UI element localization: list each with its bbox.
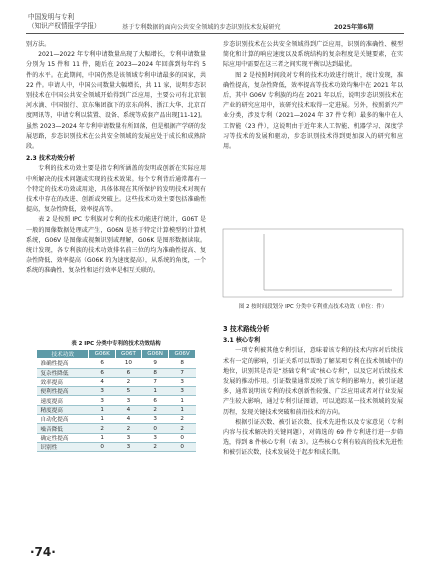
section-heading-2-3: 2.3 技术功效分析 [26, 155, 76, 163]
table-cell: 1 [89, 415, 115, 424]
table-cell: 2 [169, 424, 196, 433]
journal-name-line1: 中国发明与专利 [28, 13, 75, 21]
table-cell: 1 [89, 433, 115, 442]
left-column [26, 40, 206, 277]
table-row [37, 387, 196, 396]
table-header-cell: G06V [169, 350, 196, 359]
table-cell: 3 [115, 396, 141, 405]
paragraph: 表 2 是按照 IPC 专利族对专利的技术功能进行统计，G06T 是一般的图像数据处理或产生，G06N 是基于特定计算模型的计算机系统，G06V 是图像或视频识别或理解，G06K 是图形数据读取。统计发现，各专利族的技术功效排名前三位的均为准确性提高、复杂性降低、效率提高（G06K 的为速度提高），从系统的角度，一个系统的准确性、复杂性和运行效率是相互关联的。 [26, 216, 206, 275]
right-column [223, 40, 403, 152]
table-row-label: 便利性提高 [37, 387, 89, 396]
table-cell: 1 [141, 387, 168, 396]
table-cell: 6 [141, 396, 168, 405]
table-cell: 7 [169, 368, 196, 377]
table-cell: 8 [141, 368, 168, 377]
table-cell: 3 [89, 396, 115, 405]
table-row [37, 405, 196, 414]
right-column-lower [223, 324, 403, 459]
table-row-label: 准确性提高 [37, 359, 89, 368]
header-rule [26, 33, 404, 34]
table-cell: 6 [89, 368, 115, 377]
section-heading-3: 3 技术路线分析 [223, 325, 270, 333]
table-row-label: 速度提高 [37, 396, 89, 405]
table-cell: 0 [89, 442, 115, 451]
table-cell: 6 [89, 359, 115, 368]
journal-name-line2: （知识产权情报学学报） [28, 22, 101, 30]
table-cell: 3 [169, 377, 196, 386]
table-row [37, 424, 196, 433]
table-header-cell: G06N [141, 350, 168, 359]
table-cell: 2 [89, 424, 115, 433]
table-cell: 4 [115, 405, 141, 414]
running-title: 基于专利数据的面向公共安全领域的步态识别技术发展研究 [122, 24, 281, 31]
table-cell: 3 [141, 415, 168, 424]
table-cell: 2 [141, 442, 168, 451]
issue-label: 2025年第6期 [334, 24, 374, 31]
chart-frame [223, 229, 403, 297]
paragraph: 一项专利被其他专利引证，意味着该专利的技术内容对后续技术有一定的影响，引证关系可以帮助了解某项专利在技术领域中的地位，识别其是否是“基础专利”或“核心专利”，以及它对后续技术发展的推动作用。引证数量通常反映了该专利的影响力，被引证越多，通常说明该专利的技术创新性较强、广泛应用或者对行业发展产生较大影响，通过专利引证图谱，可以追踪某一技术领域的发展历程，发现关键技术突破和前沿技术的方向。 [223, 347, 403, 416]
table-cell: 1 [89, 405, 115, 414]
table-header-row [37, 350, 196, 359]
table-cell: 3 [169, 387, 196, 396]
table-cell: 1 [169, 396, 196, 405]
table-row-label: 噪音降低 [37, 424, 89, 433]
efficacy-table [36, 349, 196, 452]
table-cell: 4 [89, 377, 115, 386]
table-row [37, 433, 196, 442]
table-row-label: 自动化提高 [37, 415, 89, 424]
table-row [37, 368, 196, 377]
paragraph: 图 2 是按照时间段对专利的技术功效进行统计，统计发现，准确性提高，复杂性降低，效率提高等技术功效均集中在 2021 年以后，其中 G06V 专利族的均在 2021 年以后，说明步态识别技术在产业的研究应用中，该研究技术取得一定进展。另外，按照新兴产业分类，涉及专利（2021—2024 年 37 件专利）最多的集中在人工智能（23 件），这说明由于近年来人工智能、机器学习、深度学习等技术的发展和驱动，步态识别技术得到更加深入的研究和应用。 [223, 71, 403, 151]
table-cell: 8 [169, 359, 196, 368]
table-header-cell: 技术功效 [37, 350, 89, 359]
table-cell: 7 [141, 377, 168, 386]
table-row [37, 377, 196, 386]
table-cell: 2 [141, 405, 168, 414]
table-cell: 3 [141, 433, 168, 442]
table-cell: 3 [89, 387, 115, 396]
table-cell: 2 [169, 415, 196, 424]
paragraph: 2021—2022 年专利申请数量出现了大幅增长，专利申请数量分别为 15 件和 11 件，随后在 2023—2024 年回落到每年约 5 件的水平。在此期间，中国仍然是该领域专利申请最多的国家，共 22 件。申请人中，中国公司数量大幅增长，共 11 家，说明步态识别技术在中国公共安全领域开始得到广泛应用，主要公司有北京银河水滴、中国银行、京东集团旗下的京东尚科、浙江大华、北京百度网讯等，申请专利以装置、设备、系统等成套产品出现[11-12]。虽然 2023—2024 年专利申请数量有所回落，但是根据产学研的发展思路，步态识别技术在公共安全领域的发展应处于成长和成熟阶段。 [26, 51, 206, 151]
table-cell: 5 [115, 387, 141, 396]
table-header-cell: G06T [115, 350, 141, 359]
table-row-label: 精度提高 [37, 405, 89, 414]
table-row [37, 442, 196, 451]
table-cell: 9 [141, 359, 168, 368]
figure-caption: 图 2 按时间段划分 IPC 分类中专利重点技术功效（单位：件） [238, 304, 388, 310]
paragraph: 步态识别技术在公共安全领域得到广泛应用，识别的准确性、模型简化和计算的响应速度以及系统结构的复杂程度是关键要素，在实际应用中需要在这三者之间实现平衡以达到最优。 [223, 41, 403, 69]
table-row-label: 识别性 [37, 442, 89, 451]
table-cell: 4 [115, 415, 141, 424]
table-row [37, 359, 196, 368]
table-cell: 2 [115, 377, 141, 386]
page-number: ·74· [30, 545, 56, 559]
table-cell: 0 [169, 433, 196, 442]
table-cell: 10 [115, 359, 141, 368]
figure-2-chart [222, 228, 404, 298]
section-heading-3-1: 3.1 核心专利 [223, 337, 261, 345]
table-caption: 表 2 IPC 分类中专利的技术功效结构 [71, 341, 161, 347]
paragraph: 根据引证次数、被引证次数、技术先进性以及专家意见（专利内容与技术解决的关键问题），对筛选的 69 件专利进行进一步筛选，得到 8 件核心专利（表 3）。这些核心专利有较高的技术先进性和被引证次数，技术发展处于起步和成长期。 [223, 418, 403, 457]
paragraph: 专利的技术功效主要是指专利所涵盖的发明或创新在实际应用中所解决的技术问题或实现的技术效果。每个专利背后通常都有一个特定的技术功效或用途，具体体现在其所保护的发明技术对现有技术中存在的改进、创新或突破上。这些技术功效主要包括准确性提高，复杂性降低，效率提高等。 [26, 165, 206, 214]
table-cell: 3 [115, 442, 141, 451]
table-row-label: 复杂性降低 [37, 368, 89, 377]
table-cell: 3 [115, 433, 141, 442]
table-row-label: 确定性提高 [37, 433, 89, 442]
table-cell: 2 [115, 424, 141, 433]
table-cell: 1 [169, 405, 196, 414]
table-row [37, 415, 196, 424]
table-cell: 0 [141, 424, 168, 433]
table-cell: 6 [115, 368, 141, 377]
table-cell: 0 [169, 442, 196, 451]
table-row-label: 效率提高 [37, 377, 89, 386]
table-row [37, 396, 196, 405]
paragraph: 别方法。 [26, 41, 51, 48]
journal-name [28, 13, 101, 31]
table-header-cell: G06K [89, 350, 115, 359]
